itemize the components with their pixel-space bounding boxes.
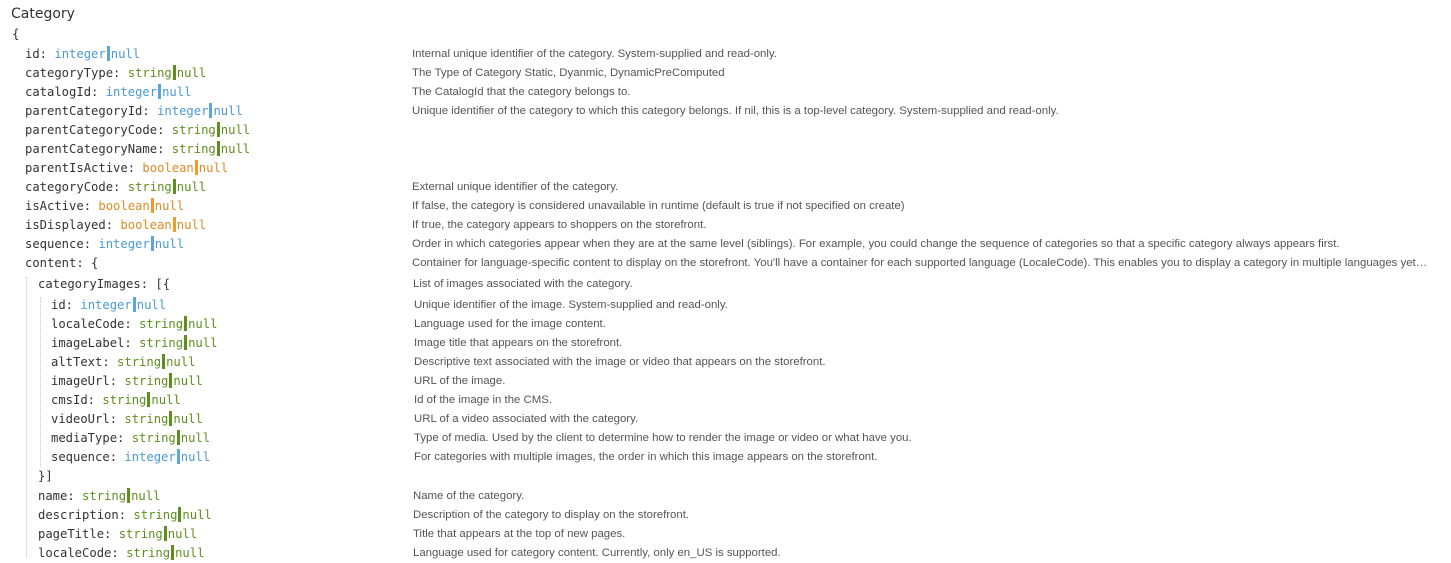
property-code (25, 64, 206, 83)
property-code (25, 197, 184, 216)
type-separator (169, 373, 172, 388)
property-code (25, 159, 228, 178)
property-code (51, 410, 203, 429)
property-description: Internal unique identifier of the category. System-supplied and read-only. (412, 48, 777, 60)
property-code (38, 506, 212, 525)
property-type: string (102, 393, 147, 407)
content-property-row (0, 487, 1451, 506)
property-code (51, 372, 203, 391)
property-description: Image title that appears on the storefront. (414, 337, 623, 349)
content-property-row (0, 506, 1451, 525)
property-row (0, 235, 1451, 254)
property-type: integer (157, 104, 209, 118)
type-separator (184, 335, 187, 350)
property-name: parentCategoryId: (25, 104, 158, 118)
property-code (38, 525, 197, 544)
property-code (38, 544, 204, 563)
property-description: If true, the category appears to shoppers on the storefront. (412, 219, 707, 231)
property-row (0, 102, 1451, 121)
property-description: External unique identifier of the category. (412, 181, 619, 193)
property-type: string (82, 489, 127, 503)
property-description: Language used for the image content. (414, 318, 606, 330)
object-label[interactable]: categoryImages: [{ (38, 277, 171, 291)
property-type: integer (80, 298, 132, 312)
property-type: string (118, 527, 163, 541)
property-name: description: (38, 508, 134, 522)
open-brace: { (12, 26, 20, 41)
image-property-row (0, 391, 1451, 410)
object-description: List of images associated with the category. (413, 278, 633, 290)
property-description: Name of the category. (413, 490, 525, 502)
property-code (51, 353, 195, 372)
property-description: URL of a video associated with the category. (414, 413, 639, 425)
nullable-label: null (173, 412, 203, 426)
type-separator (209, 103, 212, 118)
nullable-label: null (220, 123, 251, 137)
property-code (25, 216, 206, 235)
property-name: id: (51, 298, 81, 312)
type-separator (151, 236, 154, 251)
property-description: Descriptive text associated with the image or video that appears on the storefront. (414, 356, 826, 368)
nullable-label: null (176, 66, 207, 80)
type-separator (147, 392, 150, 407)
object-label[interactable]: content: { (25, 256, 99, 270)
type-separator (217, 122, 220, 137)
property-row (0, 216, 1451, 235)
property-code (51, 315, 217, 334)
property-name: localeCode: (38, 546, 127, 560)
property-code (51, 296, 166, 315)
property-code (51, 429, 210, 448)
property-name: mediaType: (51, 431, 132, 445)
type-separator (184, 316, 187, 331)
property-type: string (171, 123, 216, 137)
type-separator (177, 430, 180, 445)
property-type: string (127, 66, 172, 80)
property-code (25, 140, 250, 159)
property-description: Id of the image in the CMS. (414, 394, 553, 406)
nullable-label: null (173, 374, 203, 388)
type-separator (173, 179, 176, 194)
property-name: altText: (51, 355, 118, 369)
property-description: If false, the category is considered unavailable in runtime (default is true if not specified on create) (412, 200, 905, 212)
property-name: parentIsActive: (25, 161, 143, 175)
content-property-row (0, 525, 1451, 544)
nullable-label: null (162, 85, 192, 99)
type-separator (173, 65, 176, 80)
category-images-row[interactable] (0, 275, 1451, 296)
nullable-label: null (154, 237, 185, 251)
content-property-row (0, 544, 1451, 563)
property-row (0, 178, 1451, 197)
property-row (0, 64, 1451, 83)
property-name: isActive: (25, 199, 99, 213)
property-type: string (139, 317, 184, 331)
property-row (0, 45, 1451, 64)
property-description: The CatalogId that the category belongs to. (412, 86, 631, 98)
property-row (0, 159, 1451, 178)
property-type: string (131, 431, 176, 445)
property-row (0, 121, 1451, 140)
property-type: string (127, 180, 172, 194)
property-name: name: (38, 489, 83, 503)
property-name: parentCategoryName: (25, 142, 172, 156)
property-description: Unique identifier of the category to which this category belongs. If nil, this is a top-level category. System-supplied and read-only. (412, 105, 1059, 117)
property-name: imageUrl: (51, 374, 125, 388)
property-name: pageTitle: (38, 527, 119, 541)
property-code (51, 391, 181, 410)
property-name: id: (25, 47, 55, 61)
type-separator (151, 198, 154, 213)
property-name: catalogId: (25, 85, 106, 99)
nullable-label: null (180, 450, 211, 464)
type-separator (173, 217, 176, 232)
nullable-label: null (176, 218, 207, 232)
type-separator (177, 449, 180, 464)
nullable-label: null (176, 180, 207, 194)
property-name: videoUrl: (51, 412, 125, 426)
nullable-label: null (151, 393, 181, 407)
type-separator (195, 160, 198, 175)
nullable-label: null (213, 104, 243, 118)
property-type: integer (54, 47, 106, 61)
property-description: Unique identifier of the image. System-supplied and read-only. (414, 299, 728, 311)
nullable-label: null (220, 142, 251, 156)
content-object-row[interactable] (0, 254, 1451, 275)
object-description: Container for language-specific content to display on the storefront. You'll have a container for each supported language (LocaleCode). This enables you to display a category in multiple languages yet… (412, 257, 1428, 269)
property-description: For categories with multiple images, the order in which this image appears on the storefront. (414, 451, 878, 463)
type-separator (171, 545, 174, 560)
property-list (0, 45, 1451, 563)
nullable-label: null (198, 161, 229, 175)
object-label[interactable]: }] (38, 469, 53, 483)
property-type: integer (124, 450, 176, 464)
type-separator (169, 411, 172, 426)
image-property-row (0, 296, 1451, 315)
property-description: Order in which categories appear when they are at the same level (siblings). For example, you could change the sequence of categories so that a specific category always appears first. (412, 238, 1340, 250)
property-code (25, 102, 243, 121)
property-name: categoryCode: (25, 180, 128, 194)
type-separator (127, 488, 130, 503)
property-code (51, 334, 217, 353)
property-description: Title that appears at the top of new pages. (413, 528, 626, 540)
type-separator (217, 141, 220, 156)
type-separator (178, 507, 181, 522)
type-separator (133, 297, 136, 312)
nullable-label: null (188, 317, 218, 331)
nullable-label: null (110, 47, 141, 61)
type-separator (158, 84, 161, 99)
property-name: isDisplayed: (25, 218, 121, 232)
type-separator (164, 526, 167, 541)
property-description: The Type of Category Static, Dyanmic, DynamicPreComputed (412, 67, 725, 79)
property-name: imageLabel: (51, 336, 140, 350)
image-property-row (0, 315, 1451, 334)
nullable-label: null (136, 298, 167, 312)
property-type: string (171, 142, 216, 156)
image-property-row (0, 353, 1451, 372)
nullable-label: null (154, 199, 185, 213)
property-type: string (124, 374, 169, 388)
property-type: string (133, 508, 178, 522)
property-code (25, 121, 250, 140)
property-row (0, 197, 1451, 216)
image-property-row (0, 429, 1451, 448)
property-name: cmsId: (51, 393, 103, 407)
nullable-label: null (167, 527, 198, 541)
image-property-row (0, 448, 1451, 467)
property-code (25, 178, 206, 197)
nullable-label: null (131, 489, 161, 503)
property-name: sequence: (25, 237, 99, 251)
type-separator (162, 354, 165, 369)
property-type: string (126, 546, 171, 560)
property-description: Language used for category content. Currently, only en_US is supported. (413, 547, 781, 559)
property-code (25, 45, 140, 64)
property-type: string (117, 355, 162, 369)
category-images-close[interactable] (0, 467, 1451, 487)
property-type: integer (105, 85, 158, 99)
nullable-label: null (180, 431, 211, 445)
model-title: Category (11, 6, 75, 22)
property-code (25, 235, 184, 254)
nullable-label: null (166, 355, 196, 369)
property-row (0, 83, 1451, 102)
property-code (51, 448, 210, 467)
property-code (38, 487, 160, 506)
property-type: boolean (98, 199, 150, 213)
nullable-label: null (188, 336, 218, 350)
type-separator (107, 46, 110, 61)
nullable-label: null (182, 508, 212, 522)
property-type: boolean (120, 218, 172, 232)
property-description: Type of media. Used by the client to determine how to render the image or video or what have you. (414, 432, 912, 444)
image-property-row (0, 410, 1451, 429)
property-type: string (124, 412, 169, 426)
image-property-row (0, 334, 1451, 353)
property-row (0, 140, 1451, 159)
property-type: boolean (142, 161, 194, 175)
property-name: parentCategoryCode: (25, 123, 172, 137)
property-name: sequence: (51, 450, 125, 464)
property-description: URL of the image. (414, 375, 506, 387)
property-name: categoryType: (25, 66, 128, 80)
image-property-row (0, 372, 1451, 391)
property-description: Description of the category to display on the storefront. (413, 509, 690, 521)
property-type: string (139, 336, 184, 350)
nullable-label: null (175, 546, 205, 560)
property-type: integer (98, 237, 150, 251)
property-code (25, 83, 191, 102)
property-name: localeCode: (51, 317, 140, 331)
